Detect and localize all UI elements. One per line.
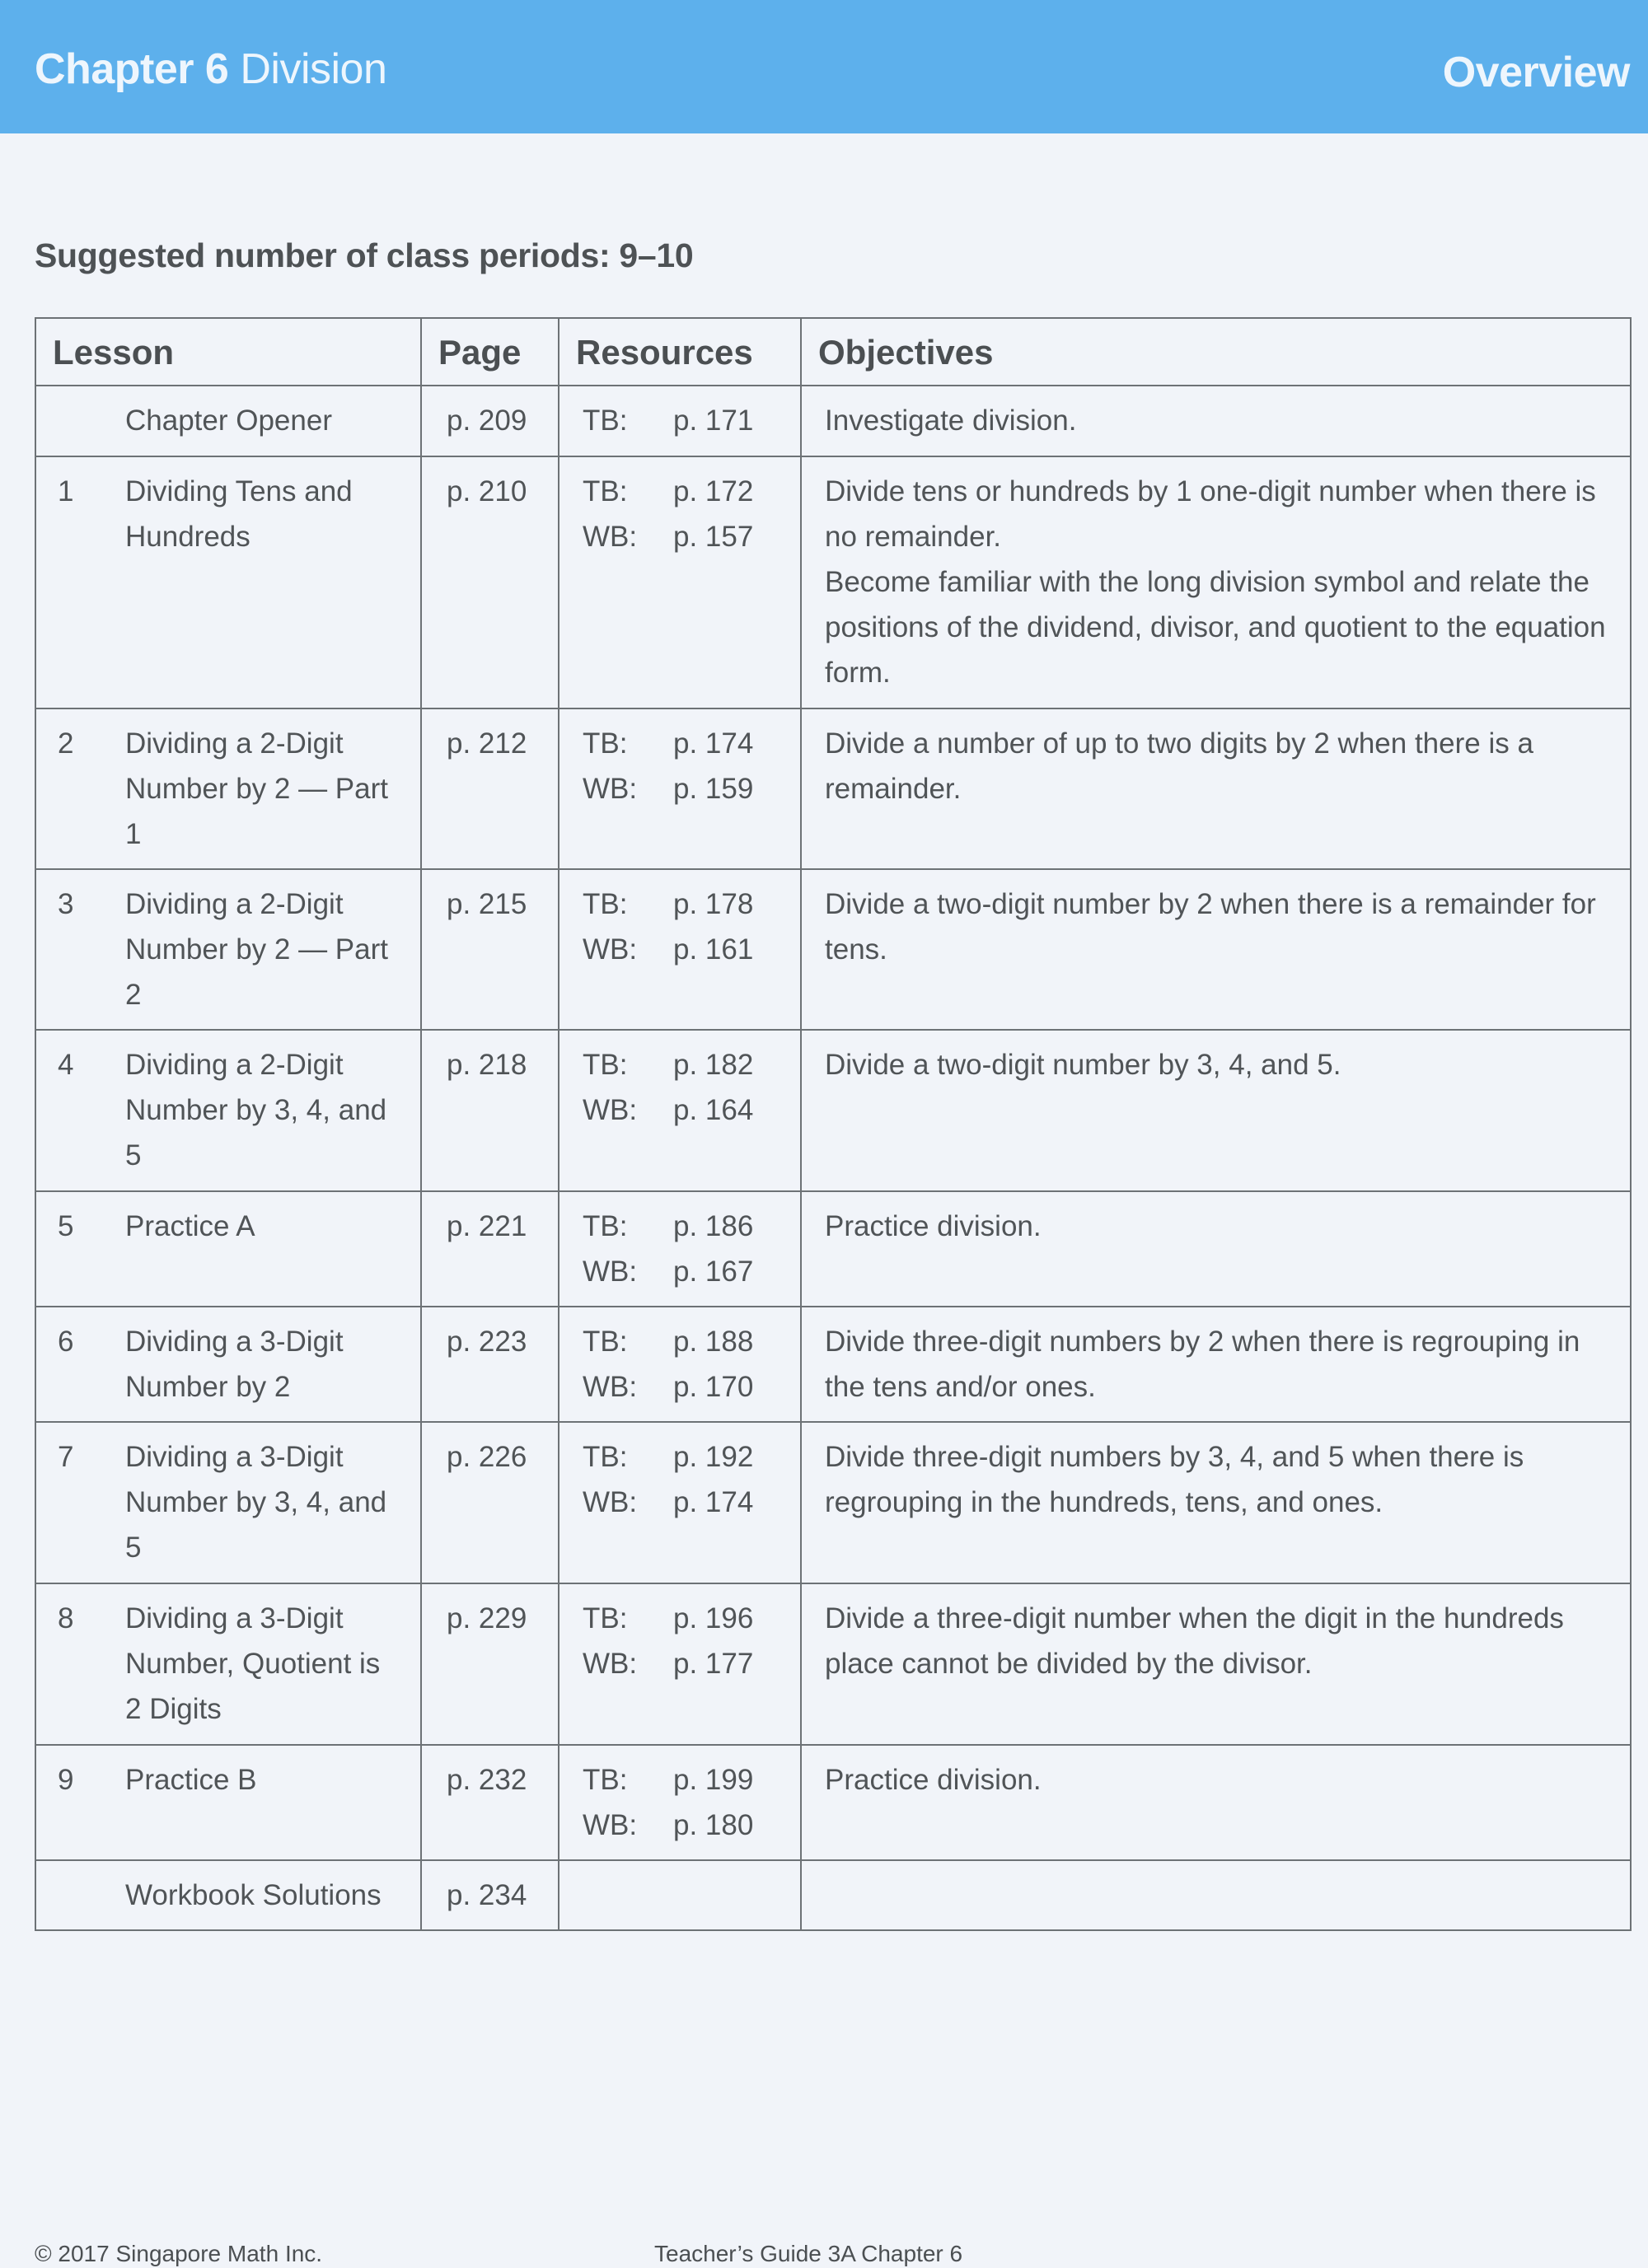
resource-entry	[583, 881, 792, 927]
lesson-name: Dividing a 3-Digit Number by 2	[125, 1326, 344, 1403]
page-cell: p. 223	[421, 1307, 559, 1422]
resource-label: WB:	[583, 1809, 638, 1841]
table-row	[35, 1030, 1631, 1191]
resource-page: p. 164	[673, 1094, 754, 1126]
column-header-objectives: Objectives	[801, 318, 1631, 386]
resource-entry	[583, 766, 792, 811]
table-row	[35, 1307, 1631, 1422]
objective-text: Practice division.	[825, 1764, 1042, 1796]
page-cell: p. 226	[421, 1422, 559, 1583]
resource-entry	[583, 1434, 792, 1480]
resource-label: TB:	[583, 1441, 628, 1473]
resource-page: p. 178	[673, 888, 754, 920]
resource-page: p. 196	[673, 1602, 754, 1634]
resource-page: p. 174	[673, 727, 754, 760]
lesson-cell	[35, 869, 421, 1030]
resources-cell	[559, 386, 801, 456]
lesson-overview-table	[35, 317, 1632, 1931]
objectives-cell	[801, 869, 1631, 1030]
lesson-name: Dividing a 2-Digit Number by 2 — Part 1	[125, 727, 388, 850]
lesson-name: Practice A	[125, 1210, 255, 1242]
resource-entry	[583, 514, 792, 559]
resource-label: WB:	[583, 1371, 638, 1403]
section-title: Overview	[1442, 49, 1630, 96]
resource-label: WB:	[583, 521, 638, 553]
lesson-name: Dividing Tens and Hundreds	[125, 475, 353, 553]
chapter-label: Chapter 6	[35, 45, 229, 93]
resources-cell	[559, 869, 801, 1030]
lesson-cell	[35, 708, 421, 869]
resource-entry	[583, 927, 792, 972]
resource-page: p. 188	[673, 1326, 754, 1358]
objectives-cell	[801, 1030, 1631, 1191]
lesson-cell	[35, 1745, 421, 1860]
lesson-number: 2	[58, 727, 74, 760]
objective-text: Practice division.	[825, 1210, 1042, 1242]
resource-label: TB:	[583, 888, 628, 920]
page-cell: p. 212	[421, 708, 559, 869]
lesson-cell	[35, 456, 421, 708]
chapter-banner	[0, 0, 1648, 133]
page-cell: p. 210	[421, 456, 559, 708]
resource-page: p. 159	[673, 773, 754, 805]
resource-page: p. 171	[673, 404, 754, 437]
objectives-cell	[801, 1307, 1631, 1422]
resource-page: p. 174	[673, 1486, 754, 1518]
resource-page: p. 161	[673, 933, 754, 966]
resource-label: TB:	[583, 1049, 628, 1081]
lesson-number: 8	[58, 1602, 74, 1634]
lesson-cell	[35, 1583, 421, 1745]
lesson-cell	[35, 386, 421, 456]
table-row	[35, 1583, 1631, 1745]
lesson-name: Practice B	[125, 1764, 257, 1796]
class-periods-heading: Suggested number of class periods: 9–10	[35, 236, 694, 274]
resource-label: TB:	[583, 1602, 628, 1634]
resource-label: WB:	[583, 933, 638, 966]
resource-label: TB:	[583, 1326, 628, 1358]
lesson-number: 6	[58, 1326, 74, 1358]
resource-entry	[583, 1364, 792, 1410]
column-header-lesson: Lesson	[35, 318, 421, 386]
resource-page: p. 199	[673, 1764, 754, 1796]
resource-label: WB:	[583, 1094, 638, 1126]
lesson-name: Workbook Solutions	[125, 1879, 382, 1911]
resource-label: TB:	[583, 475, 628, 507]
lesson-cell	[35, 1191, 421, 1307]
resources-cell	[559, 456, 801, 708]
table-row	[35, 1191, 1631, 1307]
objectives-cell	[801, 1745, 1631, 1860]
resource-page: p. 186	[673, 1210, 754, 1242]
page-cell: p. 218	[421, 1030, 559, 1191]
resource-entry	[583, 1204, 792, 1249]
resource-entry	[583, 1087, 792, 1133]
resource-page: p. 167	[673, 1256, 754, 1288]
lesson-name: Dividing a 3-Digit Number by 3, 4, and 5	[125, 1441, 387, 1564]
resource-entry	[583, 1596, 792, 1641]
resource-page: p. 170	[673, 1371, 754, 1403]
column-header-resources: Resources	[559, 318, 801, 386]
resources-cell	[559, 1422, 801, 1583]
lesson-number: 9	[58, 1764, 74, 1796]
resource-entry	[583, 1757, 792, 1803]
lesson-number: 3	[58, 888, 74, 920]
resource-label: WB:	[583, 773, 638, 805]
objective-text: Become familiar with the long division symbol and relate the positions of the dividend, divisor, and quotient to the equation form.	[825, 566, 1606, 689]
lesson-number: 7	[58, 1441, 74, 1473]
table-row	[35, 1422, 1631, 1583]
objective-text: Investigate division.	[825, 404, 1077, 437]
table-row	[35, 1745, 1631, 1860]
resource-entry	[583, 398, 792, 443]
resource-page: p. 177	[673, 1648, 754, 1680]
lesson-name: Dividing a 2-Digit Number by 2 — Part 2	[125, 888, 388, 1011]
lesson-cell	[35, 1307, 421, 1422]
footer-copyright: © 2017 Singapore Math Inc.	[35, 2241, 323, 2266]
lesson-number: 4	[58, 1049, 74, 1081]
lesson-name: Chapter Opener	[125, 404, 332, 437]
footer-guide-label: Teacher’s Guide 3A Chapter 6	[654, 2241, 963, 2266]
resources-cell	[559, 708, 801, 869]
chapter-heading	[35, 44, 386, 94]
objectives-cell	[801, 1583, 1631, 1745]
lesson-number: 5	[58, 1210, 74, 1242]
table-row	[35, 456, 1631, 708]
objective-text: Divide a two-digit number by 2 when there is a remainder for tens.	[825, 888, 1596, 966]
resource-page: p. 172	[673, 475, 754, 507]
objectives-cell	[801, 386, 1631, 456]
lesson-name: Dividing a 3-Digit Number, Quotient is 2 Digits	[125, 1602, 381, 1725]
objectives-cell	[801, 1191, 1631, 1307]
objectives-cell	[801, 1860, 1631, 1930]
objectives-cell	[801, 708, 1631, 869]
page-cell: p. 215	[421, 869, 559, 1030]
table-row	[35, 1860, 1631, 1930]
resource-page: p. 192	[673, 1441, 754, 1473]
resources-cell	[559, 1860, 801, 1930]
resource-label: TB:	[583, 727, 628, 760]
resource-page: p. 180	[673, 1809, 754, 1841]
objective-text: Divide three-digit numbers by 3, 4, and 5 when there is regrouping in the hundreds, tens, and ones.	[825, 1441, 1524, 1518]
lesson-number: 1	[58, 475, 74, 507]
resource-entry	[583, 1803, 792, 1848]
objectives-cell	[801, 1422, 1631, 1583]
objective-text: Divide tens or hundreds by 1 one-digit number when there is no remainder.	[825, 475, 1596, 553]
chapter-title: Division	[240, 45, 387, 93]
resource-entry	[583, 1480, 792, 1525]
resource-label: WB:	[583, 1486, 638, 1518]
resource-page: p. 182	[673, 1049, 754, 1081]
table-header-row	[35, 318, 1631, 386]
resource-label: WB:	[583, 1256, 638, 1288]
resources-cell	[559, 1583, 801, 1745]
page-cell: p. 232	[421, 1745, 559, 1860]
resource-label: TB:	[583, 1210, 628, 1242]
resource-label: TB:	[583, 404, 628, 437]
page-cell: p. 209	[421, 386, 559, 456]
resources-cell	[559, 1307, 801, 1422]
resource-entry	[583, 1641, 792, 1686]
resource-page: p. 157	[673, 521, 754, 553]
objective-text: Divide a two-digit number by 3, 4, and 5.	[825, 1049, 1341, 1081]
table-row	[35, 386, 1631, 456]
column-header-page: Page	[421, 318, 559, 386]
table-row	[35, 869, 1631, 1030]
resource-entry	[583, 469, 792, 514]
resources-cell	[559, 1030, 801, 1191]
page-cell: p. 229	[421, 1583, 559, 1745]
resource-entry	[583, 1042, 792, 1087]
page-cell: p. 221	[421, 1191, 559, 1307]
lesson-cell	[35, 1422, 421, 1583]
objective-text: Divide a three-digit number when the digit in the hundreds place cannot be divided by the divisor.	[825, 1602, 1564, 1680]
resource-entry	[583, 1249, 792, 1294]
lesson-cell	[35, 1860, 421, 1930]
objective-text: Divide three-digit numbers by 2 when there is regrouping in the tens and/or ones.	[825, 1326, 1580, 1403]
resource-entry	[583, 721, 792, 766]
resource-label: WB:	[583, 1648, 638, 1680]
page-cell: p. 234	[421, 1860, 559, 1930]
objective-text: Divide a number of up to two digits by 2 when there is a remainder.	[825, 727, 1533, 805]
lesson-cell	[35, 1030, 421, 1191]
resources-cell	[559, 1745, 801, 1860]
resource-label: TB:	[583, 1764, 628, 1796]
lesson-name: Dividing a 2-Digit Number by 3, 4, and 5	[125, 1049, 387, 1171]
objectives-cell	[801, 456, 1631, 708]
resource-entry	[583, 1319, 792, 1364]
resources-cell	[559, 1191, 801, 1307]
table-row	[35, 708, 1631, 869]
